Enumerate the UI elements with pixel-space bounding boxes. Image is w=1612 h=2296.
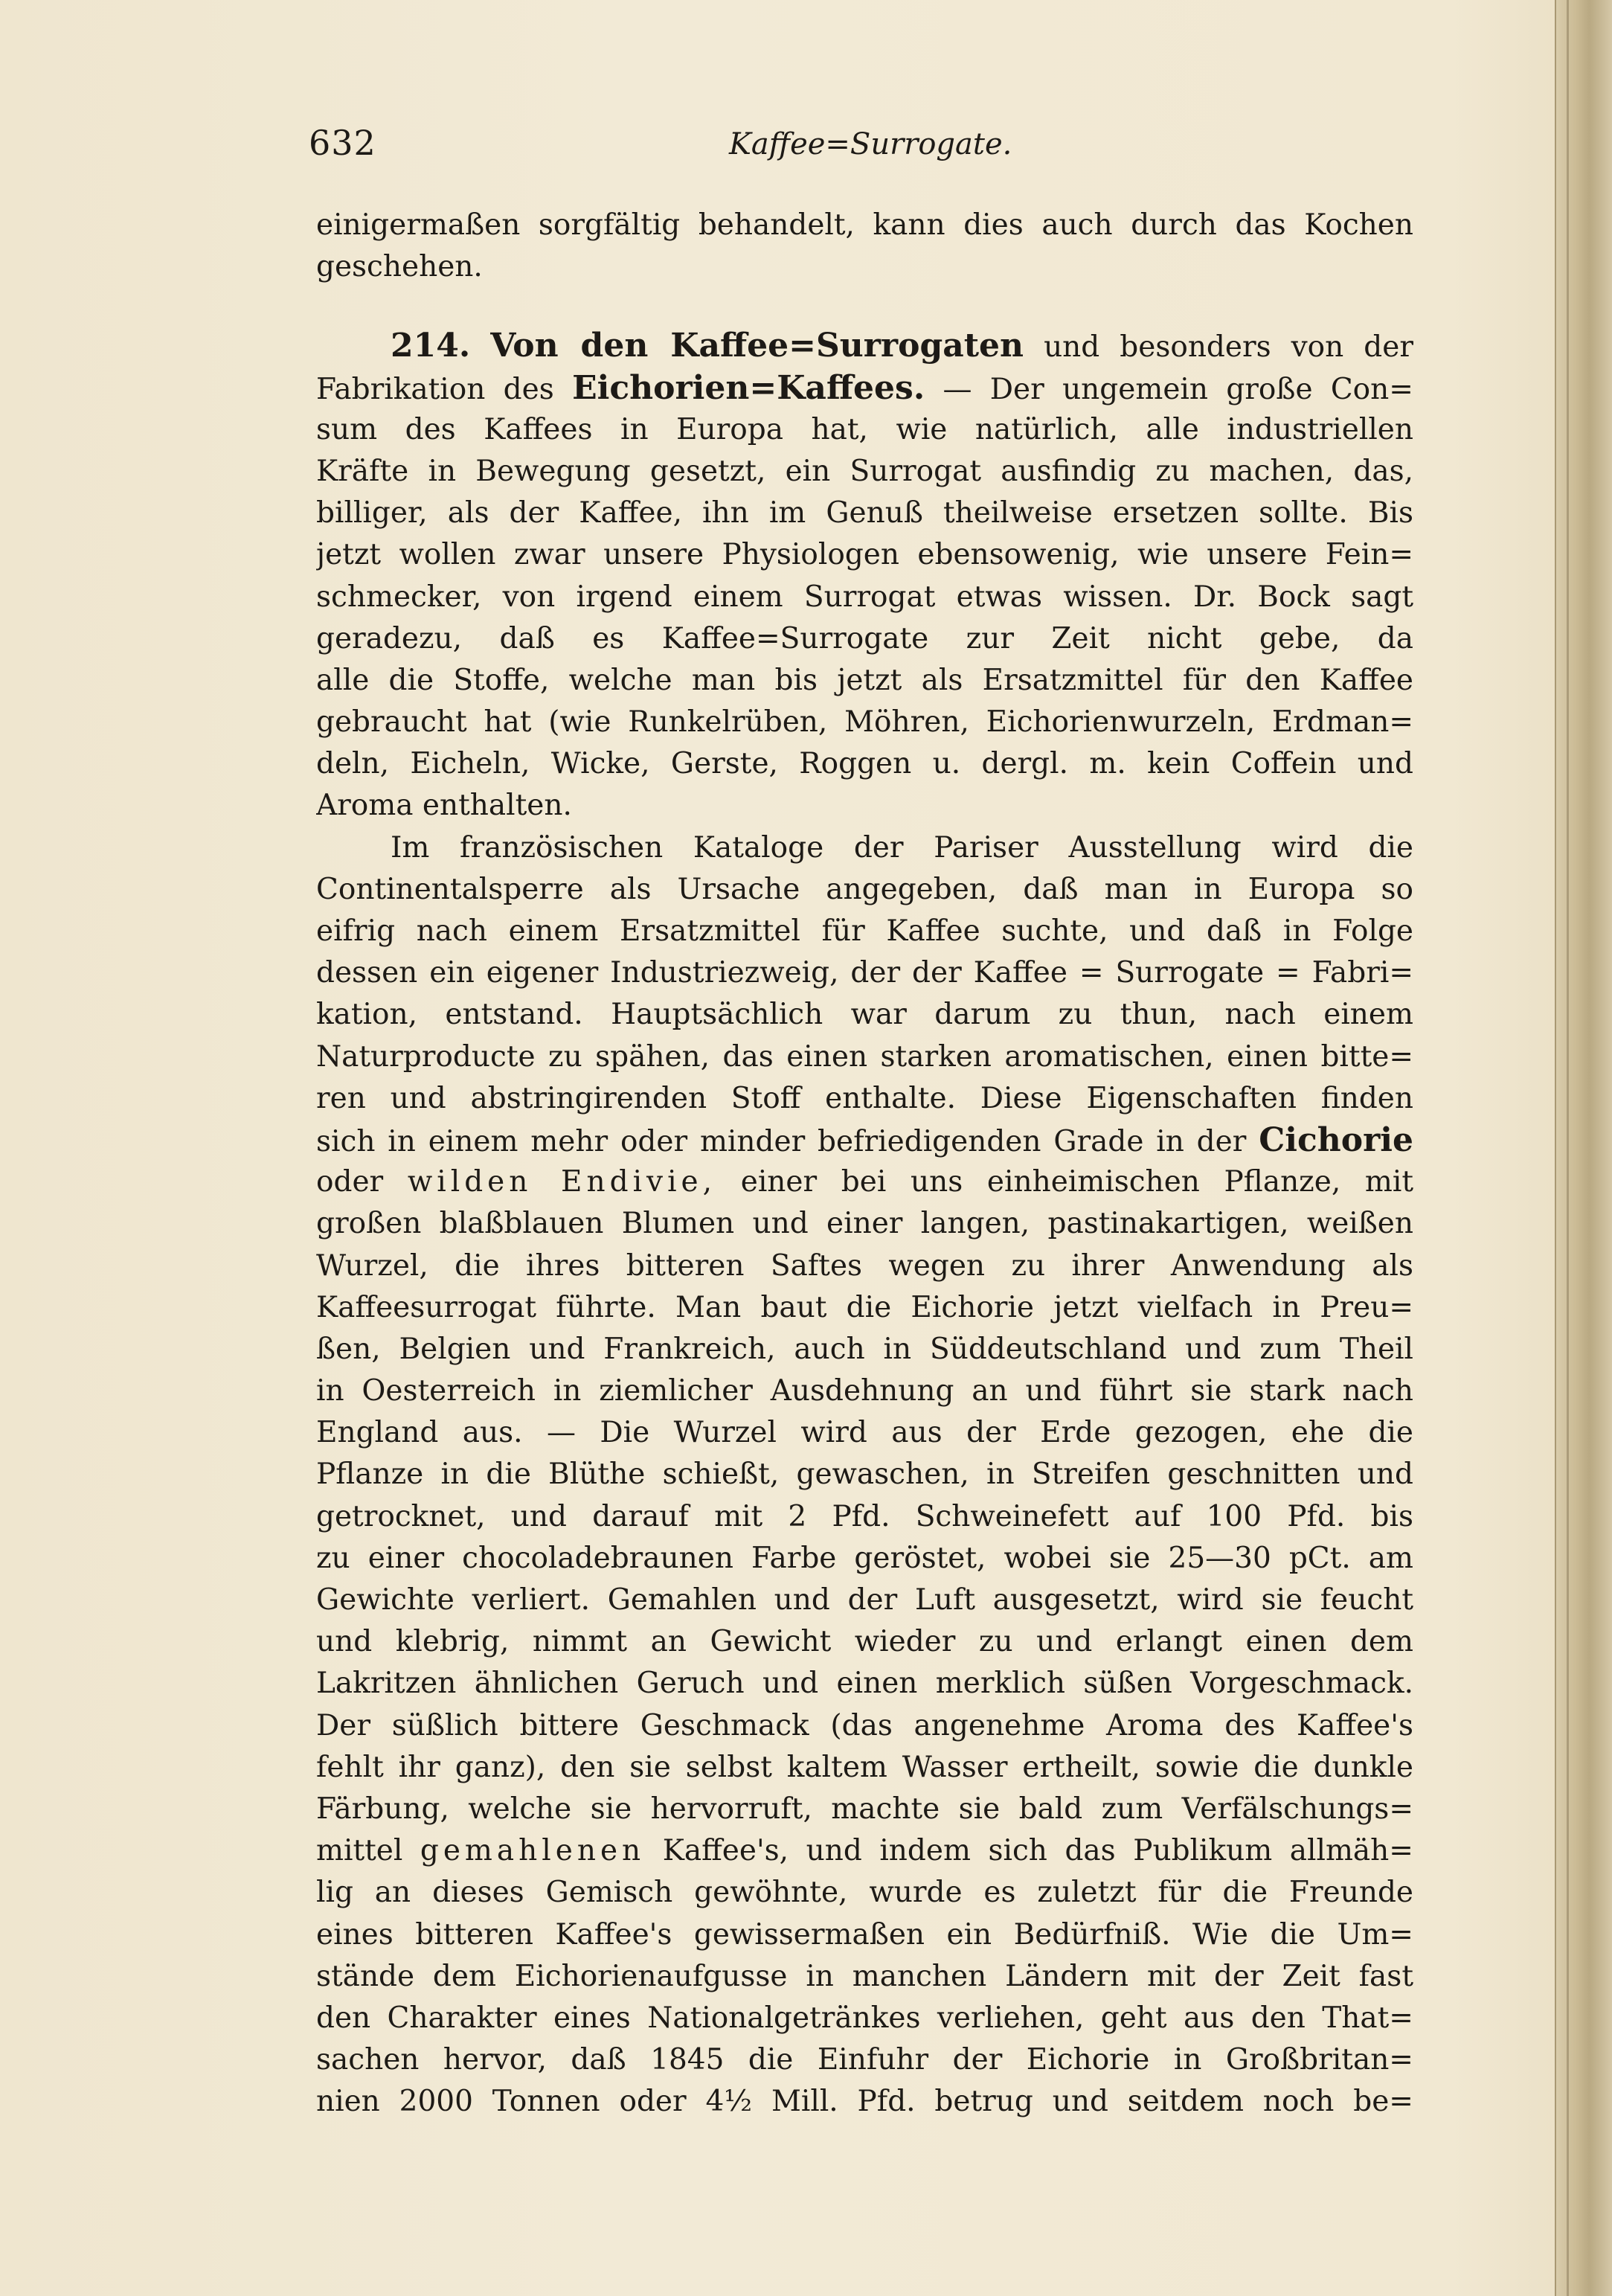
- section-gap: [316, 288, 1413, 325]
- text-line: schmecker, von irgend einem Surrogat etwas wissen. Dr. Bock sagt: [316, 580, 1413, 614]
- text-line: großen blaßblauen Blumen und einer langen, pastinakartigen, weißen: [316, 1207, 1413, 1241]
- text-line: Kaffeesurrogat führte. Man baut die Eichorie jetzt vielfach in Preu=: [316, 1290, 1413, 1324]
- text-line: einigermaßen sorgfältig behandelt, kann dies auch durch das Kochen: [316, 208, 1413, 242]
- section-heading-line: [316, 325, 1413, 367]
- running-title: Kaffee=Surrogate.: [729, 127, 1012, 161]
- section-number: 214.: [391, 327, 471, 365]
- text-line: Im französischen Kataloge der Pariser Ausstellung wird die: [391, 830, 1413, 865]
- text-line: Fabrikation des Eichorien=Kaffees. — Der ungemein große Con=: [316, 368, 1413, 407]
- spaced-term: gemahlenen: [420, 1834, 646, 1868]
- text-line: sich in einem mehr oder minder befriedigenden Grade in der Cichorie: [316, 1120, 1413, 1159]
- text-line: in Oesterreich in ziemlicher Ausdehnung an und führt sie stark nach: [316, 1374, 1413, 1408]
- text-line: ren und abstringirenden Stoff enthalte. Diese Eigenschaften finden: [316, 1081, 1413, 1115]
- text-line: fehlt ihr ganz), den sie selbst kaltem Wasser ertheilt, sowie die dunkle: [316, 1750, 1413, 1784]
- text-line: Gewichte verliert. Gemahlen und der Luft ausgesetzt, wird sie feucht: [316, 1583, 1413, 1617]
- page-edge-line: [1567, 0, 1569, 2296]
- text-line: geschehen.: [316, 250, 483, 284]
- text-line: sachen hervor, daß 1845 die Einfuhr der Eichorie in Großbritan=: [316, 2043, 1413, 2077]
- text-line: Kräfte in Bewegung gesetzt, ein Surrogat ausfindig zu machen, das,: [316, 454, 1413, 488]
- page-header: [309, 123, 1417, 167]
- text-line: eines bitteren Kaffee's gewissermaßen ein Bedürfniß. Wie die Um=: [316, 1917, 1413, 1952]
- text-line: gebraucht hat (wie Runkelrüben, Möhren, Eichorienwurzeln, Erdman=: [316, 705, 1413, 740]
- text-line: jetzt wollen zwar unsere Physiologen ebensowenig, wie unsere Fein=: [316, 538, 1413, 572]
- body-text: [316, 205, 1413, 2123]
- book-binding-edge: [1555, 0, 1612, 2296]
- section-heading-rest: und besonders von der: [1044, 330, 1413, 365]
- text-line: sum des Kaffees in Europa hat, wie natürlich, alle industriellen: [316, 412, 1413, 446]
- bold-term: Cichorie: [1259, 1120, 1413, 1159]
- text-line: alle die Stoffe, welche man bis jetzt als Ersatzmittel für den Kaffee: [316, 663, 1413, 697]
- text-line: eifrig nach einem Ersatzmittel für Kaffee suchte, und daß in Folge: [316, 914, 1413, 948]
- bold-term: Eichorien=Kaffees.: [572, 368, 925, 407]
- text-line: Färbung, welche sie hervorruft, machte sie bald zum Verfälschungs=: [316, 1792, 1413, 1826]
- section-heading: Von den Kaffee=Surrogaten: [490, 327, 1024, 365]
- text-line: stände dem Eichorienaufgusse in manchen Ländern mit der Zeit fast: [316, 1959, 1413, 1993]
- text-line: Der süßlich bittere Geschmack (das angenehme Aroma des Kaffee's: [316, 1708, 1413, 1742]
- text-line: dessen ein eigener Industriezweig, der der Kaffee = Surrogate = Fabri=: [316, 956, 1413, 990]
- text-line: nien 2000 Tonnen oder 4½ Mill. Pfd. betrug und seitdem noch be=: [316, 2085, 1413, 2119]
- text-line: Naturproducte zu spähen, das einen starken aromatischen, einen bitte=: [316, 1039, 1413, 1074]
- text-line: Lakritzen ähnlichen Geruch und einen merklich süßen Vorgeschmack.: [316, 1667, 1413, 1701]
- spaced-term: wilden Endivie,: [407, 1165, 717, 1199]
- text-line: billiger, als der Kaffee, ihn im Genuß theilweise ersetzen sollte. Bis: [316, 496, 1413, 530]
- text-line: Continentalsperre als Ursache angegeben, daß man in Europa so: [316, 872, 1413, 906]
- text-line: mittel gemahlenen Kaffee's, und indem sich das Publikum allmäh=: [316, 1834, 1413, 1868]
- text-line: deln, Eicheln, Wicke, Gerste, Roggen u. dergl. m. kein Coffein und: [316, 747, 1413, 781]
- text-line: kation, entstand. Hauptsächlich war darum zu thun, nach einem: [316, 998, 1413, 1032]
- text-line: getrocknet, und darauf mit 2 Pfd. Schweinefett auf 100 Pfd. bis: [316, 1499, 1413, 1533]
- text-line: Wurzel, die ihres bitteren Saftes wegen zu ihrer Anwendung als: [316, 1248, 1413, 1283]
- text-line: zu einer chocoladebraunen Farbe geröstet, wobei sie 25—30 pCt. am: [316, 1541, 1413, 1575]
- text-line: geradezu, daß es Kaffee=Surrogate zur Zeit nicht gebe, da: [316, 621, 1413, 655]
- page-number: 632: [309, 123, 376, 163]
- text-line: Aroma enthalten.: [316, 789, 572, 823]
- text-line: den Charakter eines Nationalgetränkes verliehen, geht aus den That=: [316, 2001, 1413, 2035]
- text-line: Pflanze in die Blüthe schießt, gewaschen, in Streifen geschnitten und: [316, 1458, 1413, 1492]
- text-line: England aus. — Die Wurzel wird aus der Erde gezogen, ehe die: [316, 1416, 1413, 1450]
- text-line: oder wilden Endivie, einer bei uns einheimischen Pflanze, mit: [316, 1165, 1413, 1199]
- text-line: und klebrig, nimmt an Gewicht wieder zu und erlangt einen dem: [316, 1625, 1413, 1659]
- text-line: ßen, Belgien und Frankreich, auch in Süddeutschland und zum Theil: [316, 1332, 1413, 1366]
- text-line: lig an dieses Gemisch gewöhnte, wurde es zuletzt für die Freunde: [316, 1876, 1413, 1910]
